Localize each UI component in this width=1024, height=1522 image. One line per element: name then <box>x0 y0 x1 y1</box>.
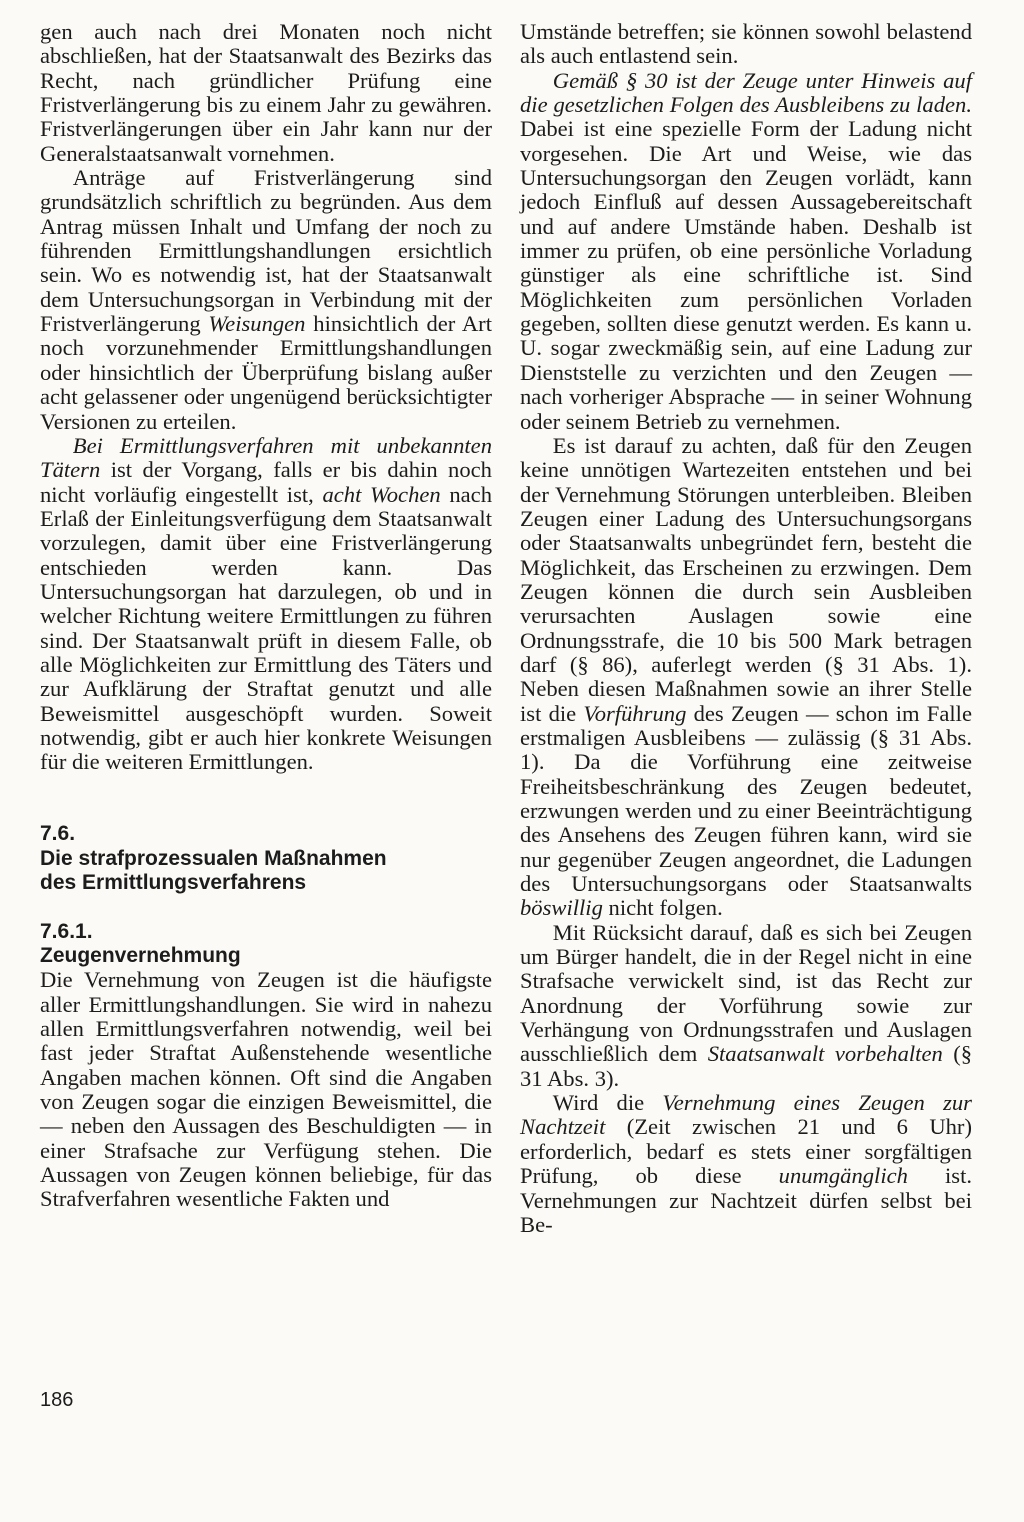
emphasis: Vernehmung eines Zeugen zur Nachtzeit <box>520 1090 972 1140</box>
right-column <box>520 20 972 1237</box>
emphasis: Vorführung <box>583 700 687 726</box>
section-title-line: Die strafprozessualen Maßnahmen <box>40 847 387 870</box>
subsection-number: 7.6.1. <box>40 919 93 943</box>
emphasis: Gemäß § 30 ist der Zeuge unter Hinweis auf die gesetzlichen Folgen des Ausbleibens zu laden. <box>520 67 972 118</box>
paragraph <box>520 20 972 69</box>
subsection-heading <box>40 920 492 969</box>
paragraph-text: gen auch nach drei Monaten noch nicht abschließen, hat der Staatsanwalt des Bezirks das Recht, nach gründlicher Prüfung eine Fristverlängerung bis zu einem Jahr zu gewähren. Fristverlängerungen über ein Jahr kann nur der Generalstaatsanwalt vornehmen. <box>40 19 492 166</box>
emphasis: Staatsanwalt vorbehalten <box>707 1041 943 1067</box>
paragraph-text: Umstände betreffen; sie können sowohl belastend als auch entlastend sein. <box>520 19 972 69</box>
page-number: 186 <box>40 1389 74 1411</box>
paragraph <box>520 434 972 921</box>
paragraph-text: ist. Vernehmungen zur Nachtzeit dürfen selbst bei Be- <box>520 1163 972 1237</box>
emphasis: Bei Ermittlungsverfahren mit unbekannten Tätern <box>40 432 492 483</box>
paragraph-text: ist der Vorgang, falls er bis dahin noch nicht vorläufig eingestellt ist, <box>40 457 492 507</box>
paragraph-text: hinsichtlich der Art noch vorzunehmender Ermittlungshandlungen oder hinsichtlich der Überprüfung bislang außer acht gelassener oder ungenügend berücksichtigter Versionen zu erteilen. <box>40 311 492 434</box>
subsection-title: Zeugenvernehmung <box>40 944 241 968</box>
section-title-line: des Ermittlungsverfahrens <box>40 871 307 895</box>
emphasis: unumgänglich <box>778 1163 908 1189</box>
paragraph-text: Dabei ist eine spezielle Form der Ladung nicht vorgesehen. Die Art und Weise, wie das Untersuchungsorgan den Zeugen vorlädt, kann jedoch Einfluß auf dessen Aussagebereitschaft und auf andere Umstände haben. Deshalb ist immer zu prüfen, ob eine persönliche Vorladung günstiger als eine schriftliche ist. Sind Möglichkeiten zum persönlichen Vorladen gegeben, sollten diese genutzt werden. Es kann u. U. sogar zweckmäßig sein, auf eine Ladung zur Dienststelle zu verzichten und den Zeugen — nach vorheriger Absprache — in seiner Wohnung oder seinem Betrieb zu vernehmen. <box>520 116 972 434</box>
paragraph-text: des Zeugen — schon im Falle erstmaligen Ausbleibens — zulässig (§ 31 Abs. 1). Da die Vorführung eine zeitweise Freiheitsbeschränkung des Zeugen bedeutet, erzwungen werden und zu einer Beeinträchtigung des Ansehens des Zeugen führen kann, wird sie nur gegenüber Zeugen angeordnet, die Ladungen des Untersuchungsorgans oder Staatsanwalts <box>520 700 972 897</box>
section-heading <box>40 822 492 896</box>
left-column <box>40 20 492 1212</box>
paragraph-text: (§ 31 Abs. 3). <box>520 1041 973 1091</box>
paragraph-text: Mit Rücksicht darauf, daß es sich bei Zeugen um Bürger handelt, die in der Regel nicht in eine Strafsache verwickelt sind, ist das Recht zur Anordnung der Vorführung sowie zur Verhängung von Ordnungsstrafen und Auslagen ausschließlich dem <box>520 919 972 1067</box>
emphasis: Weisungen <box>208 311 306 337</box>
paragraph <box>520 921 972 1091</box>
paragraph-text: (Zeit zwischen 21 und 6 Uhr) erforderlich, bedarf es stets einer sorgfältigen Prüfung, ob diese <box>520 1114 972 1189</box>
paragraph <box>40 20 492 166</box>
paragraph-text: Es ist darauf zu achten, daß für den Zeugen keine unnötigen Wartezeiten entstehen und bei der Vernehmung Störungen unterbleiben. Bleiben Zeugen einer Ladung des Untersuchungsorgans oder Staatsanwalts unbegründet fern, besteht die Möglichkeit, das Erscheinen zu erzwingen. Dem Zeugen können die durch sein Ausbleiben verursachten Auslagen sowie eine Ordnungsstrafe, die 10 bis 500 Mark betragen darf (§ 86), auferlegt werden (§ 31 Abs. 1). Neben diesen Maßnahmen sowie an ihrer Stelle ist die <box>520 432 972 726</box>
section-number: 7.6. <box>40 821 76 845</box>
paragraph-text: Anträge auf Fristverlängerung sind grundsätzlich schriftlich zu begründen. Aus dem Antrag müssen Inhalt und Umfang der noch zu führenden Ermittlungshandlungen ersichtlich sein. Wo es notwendig ist, hat der Staatsanwalt dem Untersuchungsorgan in Verbindung mit der Fristverlängerung <box>40 165 492 337</box>
paragraph <box>40 434 492 775</box>
paragraph <box>520 1091 972 1237</box>
paragraph-text: Die Vernehmung von Zeugen ist die häufigste aller Ermittlungshandlungen. Sie wird in nahezu allen Ermittlungsverfahren notwendig, weil bei fast jeder Straftat Außenstehende wesentliche Angaben machen können. Oft sind die Angaben von Zeugen sogar die einzigen Beweismittel, die — neben den Aussagen des Beschuldigten — in einer Strafsache zur Verfügung stehen. Die Aussagen von Zeugen können beliebige, für das Strafverfahren wesentliche Fakten und <box>40 967 492 1212</box>
paragraph-text: nicht folgen. <box>608 895 723 921</box>
emphasis: acht Wochen <box>322 481 441 507</box>
paragraph-text: nach Erlaß der Einleitungsverfügung dem Staatsanwalt vorzulegen, damit über eine Fristverlängerung entschieden werden kann. Das Untersuchungsorgan hat darzulegen, ob und in welcher Richtung weitere Ermittlungen zu führen sind. Der Staatsanwalt prüft in diesem Falle, ob alle Möglichkeiten zur Ermittlung des Täters und zur Aufklärung der Straftat genutzt und alle Beweismittel ausgeschöpft wurden. Soweit notwendig, gibt er auch hier konkrete Weisungen für die weiteren Ermittlungen. <box>40 481 493 775</box>
paragraph-text: Wird die <box>552 1090 645 1116</box>
paragraph <box>520 69 972 434</box>
paragraph <box>40 166 492 434</box>
paragraph <box>40 968 492 1211</box>
emphasis: böswillig <box>520 895 603 921</box>
